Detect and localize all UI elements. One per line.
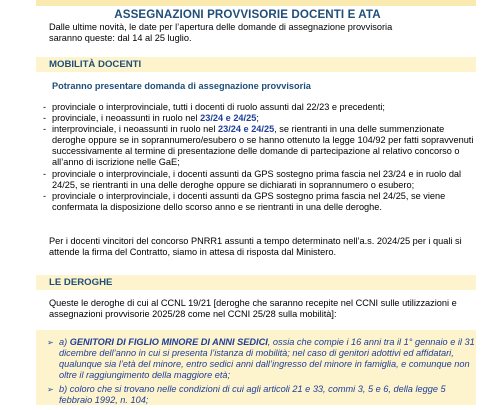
header-highlight-band bbox=[36, 0, 476, 6]
page-title: ASSEGNAZIONI PROVVISORIE DOCENTI E ATA bbox=[114, 8, 381, 21]
subheading-domanda: Potranno presentare domanda di assegnazione provvisoria bbox=[52, 81, 311, 91]
list-item: - provinciale o interprovinciale, i docenti assunti da GPS sostegno prima fascia nel 23/24 e in ruolo dal 24/25, se rientranti in una delle deroghe oppure se dichiarati in soprannumero o esubero; bbox=[43, 169, 477, 191]
list-item: ➢ a) GENITORI DI FIGLIO MINORE DI ANNI SEDICI, ossia che compie i 16 anni tra il 1° gennaio e il 31 dicembre dell’anno in cui si presenta l’istanza di mobilità; nel caso di genitori adottivi ed affidatari, qualunque sia l’età del minore, entro sedici anni dall’ingresso del minore in famiglia, e comunque non oltre il raggiungimento della maggiore età; bbox=[47, 337, 475, 381]
section-title-mobilita: MOBILITÀ DOCENTI bbox=[49, 59, 142, 70]
deroga-key: GENITORI DI FIGLIO MINORE DI ANNI SEDICI bbox=[69, 337, 268, 347]
deroghe-paragraph: Queste le deroghe di cui al CCNL 19/21 [deroghe che saranno recepite nel CCNI sulle utilizzazioni e assegnazioni provvisorie 2025/28 come nel CCNI 25/28 sulla mobilità]: bbox=[49, 298, 457, 320]
list-item: - provinciale o interprovinciale, i docenti assunti da GPS sostegno prima fascia nel 24/25, se viene confermata la disposizione dello scorso anno e se rientranti in una delle deroghe. bbox=[43, 191, 477, 213]
list-item: - provinciale, i neoassunti in ruolo nel 23/24 e 24/25; bbox=[43, 113, 477, 124]
list-item: - provinciale o interprovinciale, tutti i docenti di ruolo assunti dal 22/23 e precedenti; bbox=[43, 102, 477, 113]
intro-line-1: Dalle ultime novità, le date per l’apertura delle domande di assegnazione provvisoria bbox=[49, 22, 393, 32]
list-item: - interprovinciale, i neoassunti in ruolo nel 23/24 e 24/25, se rientranti in una delle summenzionate deroghe oppure se in soprannumero/esubero o se hanno ottenuto la legge 104/92 per fatti sopravvenuti successivamente al termine di presentazione delle domande di partecipazione al relativo concorso o all’anno di iscrizione nelle GaE; bbox=[43, 124, 477, 168]
deroghe-list bbox=[47, 337, 477, 410]
bullet-icon: ➢ bbox=[47, 385, 54, 395]
intro-paragraph bbox=[49, 22, 469, 44]
highlight-years: 23/24 e 24/25 bbox=[217, 124, 275, 135]
eligibility-list bbox=[43, 102, 477, 213]
list-item: ➢ b) coloro che si trovano nelle condizioni di cui agli articoli 21 e 33, commi 3, 5 e 6, della legge 5 febbraio 1992, n. 104; bbox=[47, 384, 446, 406]
highlight-years: 23/24 e 24/25 bbox=[200, 113, 257, 124]
section-title-deroghe: LE DEROGHE bbox=[49, 277, 113, 288]
pnrr-paragraph: Per i docenti vincitori del concorso PNRR1 assunti a tempo determinato nell’a.s. 2024/25 per i quali si attende la firma del Contratto, siamo in attesa di risposta dal Ministero. bbox=[49, 236, 462, 258]
bullet-icon: ➢ bbox=[47, 338, 54, 347]
intro-line-2: saranno queste: dal 14 al 25 luglio. bbox=[49, 33, 192, 44]
